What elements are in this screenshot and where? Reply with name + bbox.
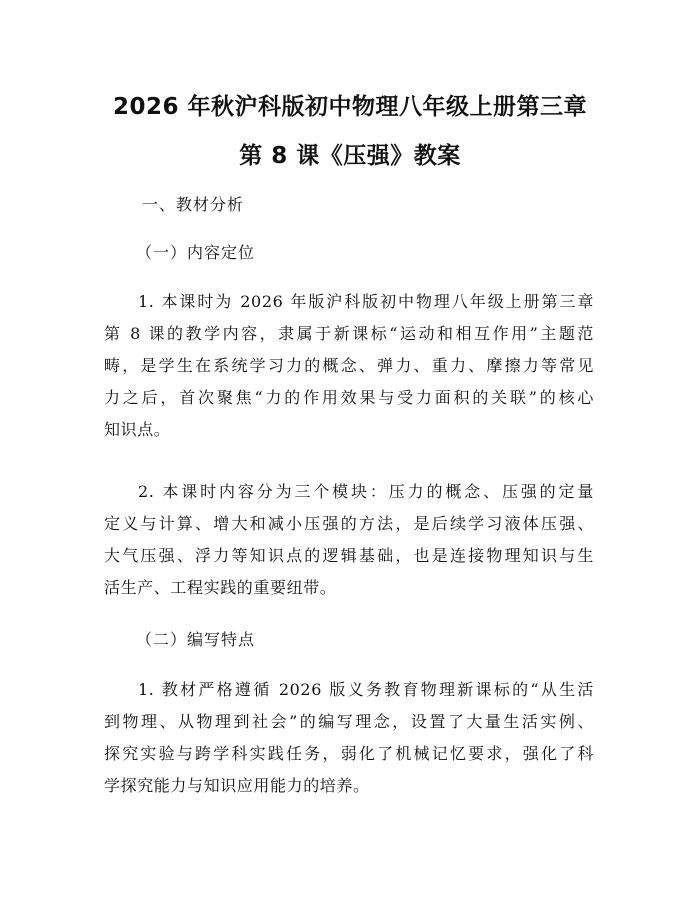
- paragraph-1: [104, 286, 594, 446]
- paragraph-line: 定义与计算、增大和减小压强的方法，是后续学习液体压强、: [104, 514, 594, 533]
- paragraph-line: 探究实验与跨学科实践任务，弱化了机械记忆要求，强化了科: [104, 744, 594, 763]
- paragraph-2: [104, 476, 594, 604]
- paragraph-line: 到物理、从物理到社会”的编写理念，设置了大量生活实例、: [104, 712, 594, 731]
- paragraph-line: 第 8 课的教学内容，隶属于新课标“运动和相互作用”主题范: [104, 324, 594, 343]
- paragraph-line: 2. 本课时内容分为三个模块：压力的概念、压强的定量: [138, 482, 594, 501]
- paragraph-line: 力之后，首次聚焦“力的作用效果与受力面积的关联”的核心: [104, 388, 594, 407]
- document-title-line-2: 第 8 课《压强》教案: [239, 143, 461, 169]
- section-heading-textbook-analysis: 一、教材分析: [142, 195, 245, 214]
- document-title-line-1: 2026 年秋沪科版初中物理八年级上册第三章: [112, 94, 588, 120]
- subsection-heading-writing-features: （二）编写特点: [136, 630, 256, 649]
- paragraph-line: 知识点。: [104, 420, 171, 439]
- paragraph-line: 1. 教材严格遵循 2026 版义务教育物理新课标的“从生活: [138, 680, 594, 699]
- paragraph-line: 畴，是学生在系统学习力的概念、弹力、重力、摩擦力等常见: [104, 356, 594, 375]
- paragraph-3: [104, 674, 594, 802]
- paragraph-line: 大气压强、浮力等知识点的逻辑基础，也是连接物理知识与生: [104, 546, 594, 565]
- paragraph-line: 活生产、工程实践的重要纽带。: [104, 578, 337, 597]
- paragraph-line: 学探究能力与知识应用能力的培养。: [104, 776, 370, 795]
- paragraph-line: 1. 本课时为 2026 年版沪科版初中物理八年级上册第三章: [138, 292, 594, 311]
- subsection-heading-content-positioning: （一）内容定位: [136, 243, 256, 262]
